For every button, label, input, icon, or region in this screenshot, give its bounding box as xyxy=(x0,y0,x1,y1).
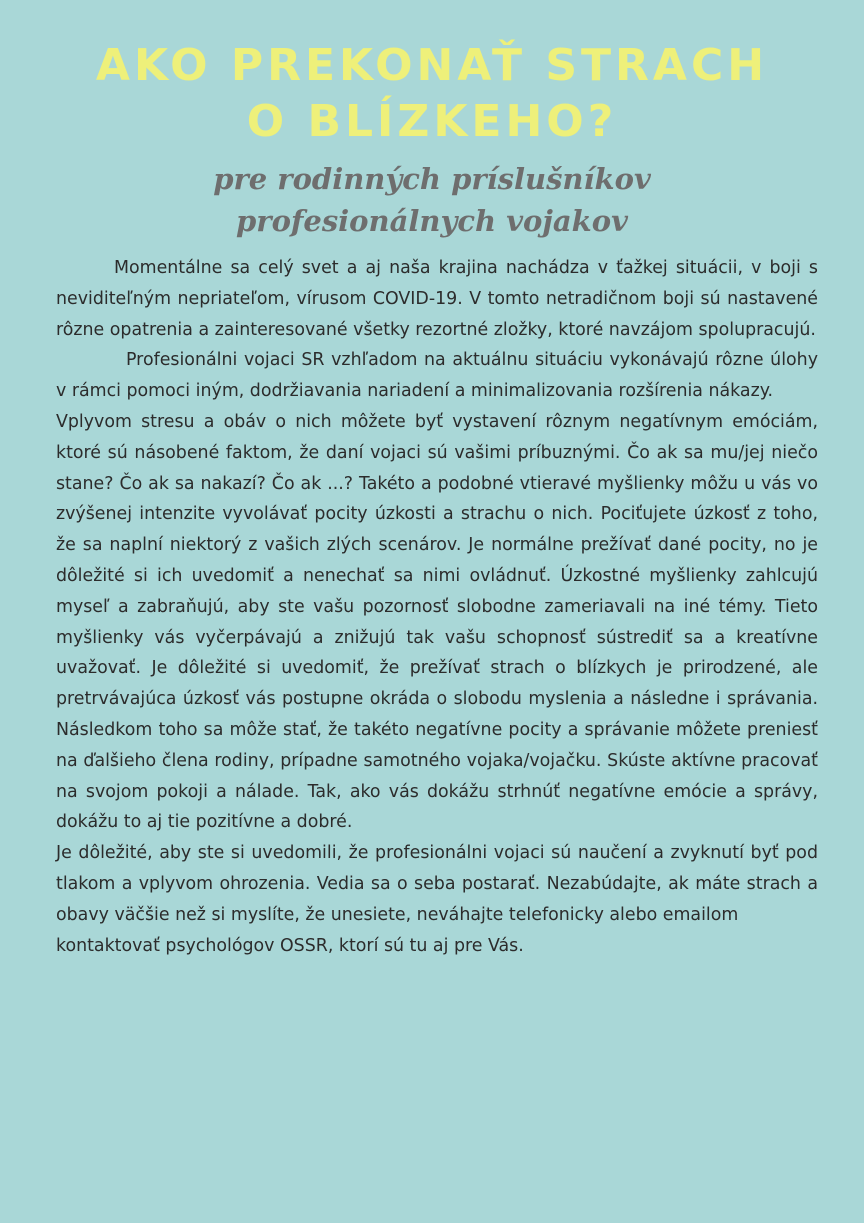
paragraph-intro: Momentálne sa celý svet a aj naša krajina nachádza v ťažkej situácii, v boji s neviditeľným nepriateľom, vírusom COVID-19. V tomto netradičnom boji sú nastavené rôzne opatrenia a zainteresované všetky rezortné zložky, ktoré navzájom spolupracujú. xyxy=(56,258,818,340)
page-title xyxy=(0,38,864,150)
page-subtitle xyxy=(0,158,864,242)
paragraph-advice: Je dôležité, aby ste si uvedomili, že profesionálni vojaci sú naučení a zvyknutí byť pod tlakom a vplyvom ohrozenia. Vedia sa o seba postarať. Nezabúdajte, ak máte strach a obavy väčšie než si myslíte, že unesiete, neváhajte telefonicky alebo emailom xyxy=(56,843,818,925)
subtitle-line-1: pre rodinných príslušníkov xyxy=(213,162,651,196)
title-line-1: AKO PREKONAŤ STRACH xyxy=(95,40,769,91)
body-text xyxy=(56,253,818,961)
paragraph-stress: Vplyvom stresu a obáv o nich môžete byť vystavení rôznym negatívnym emóciám, ktoré sú násobené faktom, že daní vojaci sú vašimi príbuznými. Čo ak sa mu/jej niečo stane? Čo ak sa nakazí? Čo ak ...? Takéto a podobné vtieravé myšlienky môžu u vás vo zvýšenej intenzite vyvolávať pocity úzkosti a strachu o nich. Pociťujete úzkosť z toho, že sa naplní niektorý z vašich zlých scenárov. Je normálne prežívať dané pocity, no je dôležité si ich uvedomiť a nenechať sa nimi ovládnuť. Úzkostné myšlienky zahlcujú myseľ a zabraňujú, aby ste vašu pozornosť slobodne zameriavali na iné témy. Tieto myšlienky vás vyčerpávajú a znižujú tak vašu schopnosť sústrediť sa a kreatívne uvažovať. Je dôležité si uvedomiť, že prežívať strach o blízkych je prirodzené, ale pretrvávajúca úzkosť vás postupne okráda o slobodu myslenia a následne i správania. Následkom toho sa môže stať, že takéto negatívne pocity a správanie môžete preniesť na ďalšieho člena rodiny, prípadne samotného vojaka/vojačku. Skúste aktívne pracovať na svojom pokoji a nálade. Tak, ako vás dokážu strhnúť negatívne emócie a správy, dokážu to aj tie pozitívne a dobré. xyxy=(56,411,818,833)
subtitle-line-2: profesionálnych vojakov xyxy=(236,204,628,238)
paragraph-contact: kontaktovať psychológov OSSR, ktorí sú tu aj pre Vás. xyxy=(56,935,524,956)
title-line-2: O BLÍZKEHO? xyxy=(246,96,618,147)
paragraph-soldiers: Profesionálni vojaci SR vzhľadom na aktuálnu situáciu vykonávajú rôzne úlohy v rámci pomoci iným, dodržiavania nariadení a minimalizovania rozšírenia nákazy. xyxy=(56,350,818,402)
